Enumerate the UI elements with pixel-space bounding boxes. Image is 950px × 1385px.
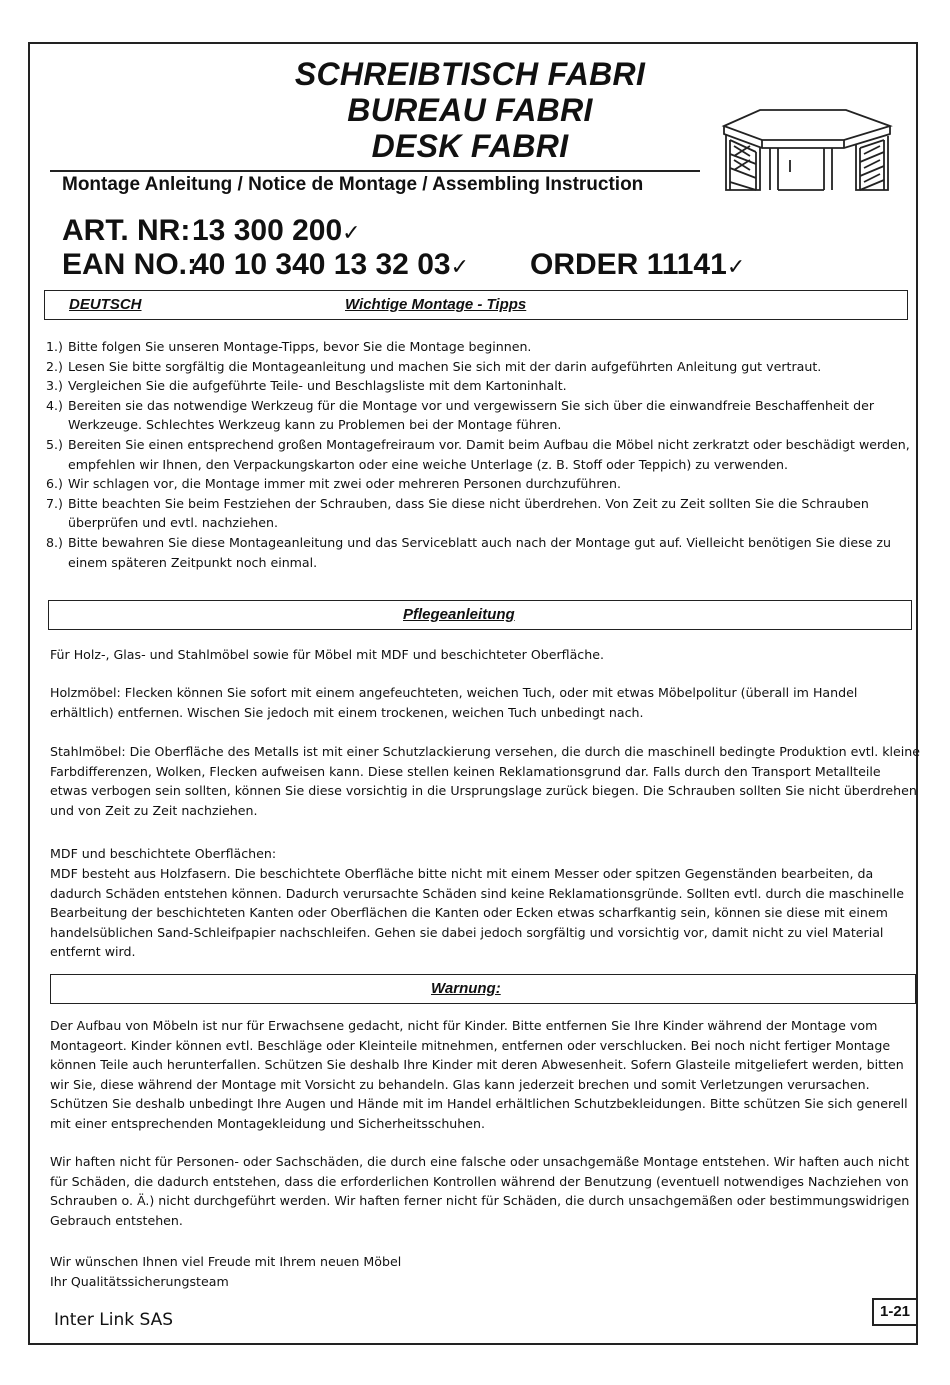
subtitle-assembly: Montage Anleitung / Notice de Montage / Assembling Instruction	[62, 174, 644, 195]
closing-line-1: Wir wünschen Ihnen viel Freude mit Ihrem neuen Möbel	[50, 1254, 402, 1269]
title-french: BUREAU FABRI	[347, 92, 593, 128]
order-number-value: 11141	[646, 248, 727, 281]
item-number: 7.)	[46, 495, 63, 511]
page-number: 1-21	[872, 1298, 918, 1326]
item-text: Bereiten sie das notwendige Werkzeug für die Montage vor und vergewissern Sie sich über die einwandfreie Beschaffenheit der Werkzeuge. Schlechtes Werkzeug kann zu Problemen bei der Montage führen.	[68, 397, 875, 433]
list-item	[46, 474, 916, 494]
ean-label: EAN NO.:	[62, 248, 197, 281]
care-steel: Stahlmöbel: Die Oberfläche des Metalls ist mit einer Schutzlackierung versehen, die durch die maschinell bedingte Produktion evtl. kleine Farbdifferenzen, Wolken, Flecken aufweisen kann. Diese stellen keinen Reklamationsgrund dar. Falls durch den Transport Metallteile etwas verbogen sein sollten, können Sie diese vorsichtig in die Ursprungslage zurück biegen. Die Schrauben sollten Sie nicht überdrehen und von Zeit zu Zeit nachziehen.	[50, 744, 920, 818]
title-german: SCHREIBTISCH FABRI	[294, 56, 646, 92]
tips-list	[46, 337, 916, 572]
ean-number	[192, 248, 469, 282]
item-text: Bereiten Sie einen entsprechend großen Montagefreiraum vor. Damit beim Aufbau die Möbel nicht zerkratzt oder beschädigt werden, empfehlen wir Ihnen, den Verpackungskarton oder eine weiche Unterlage (z. B. Stoff oder Teppich) zu verwenden.	[68, 436, 910, 472]
title-divider	[50, 170, 700, 172]
company-name: Inter Link SAS	[54, 1310, 174, 1330]
list-item	[46, 435, 916, 474]
section-header-tips	[44, 290, 908, 320]
section-title-care: Pflegeanleitung	[403, 606, 515, 623]
section-language: DEUTSCH	[69, 296, 142, 313]
item-text: Wir schlagen vor, die Montage immer mit zwei oder mehreren Personen durchzuführen.	[68, 476, 622, 492]
item-number: 2.)	[46, 358, 63, 374]
item-text: Bitte bewahren Sie diese Montageanleitung und das Serviceblatt auch nach der Montage gut auf. Vielleicht benötigen Sie diese zu einem späteren Zeitpunkt noch einmal.	[68, 534, 891, 570]
title-english: DESK FABRI	[371, 128, 569, 164]
art-number-value: 13 300 200	[192, 214, 343, 247]
item-number: 3.)	[46, 378, 63, 394]
item-text: Bitte folgen Sie unseren Montage-Tipps, bevor Sie die Montage beginnen.	[68, 339, 532, 354]
care-intro: Für Holz-, Glas- und Stahlmöbel sowie für Möbel mit MDF und beschichteter Oberfläche.	[50, 647, 604, 662]
liability-text: Wir haften nicht für Personen- oder Sachschäden, die durch eine falsche oder unsachgemäße Montage entstehen. Wir haften auch nicht für Schäden, die dadurch entstehen, dass die erforderlichen Kontrollen während der Benutzung (eventuell notwendiges Nachziehen von Schrauben o. Ä.) nicht durchgeführt werden. Wir haften ferner nicht für Schäden, die durch unsachgemäßen oder bestimmungswidrigen Gebrauch entstehen.	[50, 1154, 910, 1228]
care-wood: Holzmöbel: Flecken können Sie sofort mit einem angefeuchteten, weichen Tuch, oder mit etwas Möbelpolitur (überall im Handel erhältlich) entfernen. Wischen Sie jedoch mit einem trockenen, weichen Tuch unbedingt nach.	[50, 685, 858, 720]
list-item	[46, 533, 916, 572]
item-number: 6.)	[46, 476, 63, 492]
desk-illustration	[720, 104, 896, 196]
section-title-warning: Warnung:	[431, 980, 501, 997]
list-item	[46, 494, 916, 533]
art-label: ART. NR:	[62, 214, 191, 247]
care-mdf: MDF besteht aus Holzfasern. Die beschichtete Oberfläche bitte nicht mit einem Messer oder spitzen Gegenständen bearbeiten, da dadurch Schäden entstehen können. Dadurch verursachte Schäden sind keine Reklamationsgründe. Sollten evtl. durch die maschinelle Bearbeitung der beschichteten Kanten oder Oberflächen die Kanten oder Ecken etwas scharfkantig sein, können sie diese mit einem handelsüblichen Sand-Schleifpapier nachschleifen. Gehen sie dabei jedoch sorgfältig und vorsichtig vor, damit nicht zu viel Material entfernt wird.	[50, 866, 905, 960]
section-header-care	[48, 600, 912, 630]
item-number: 1.)	[46, 339, 63, 354]
list-item	[46, 357, 916, 377]
item-number: 5.)	[46, 436, 63, 452]
list-item	[46, 337, 916, 357]
section-title-tips: Wichtige Montage - Tipps	[345, 296, 527, 313]
item-text: Lesen Sie bitte sorgfältig die Montageanleitung und machen Sie sich mit der darin aufgeführten Anleitung gut vertraut.	[68, 358, 822, 374]
section-header-warning	[50, 974, 916, 1004]
checkmark-icon: ✓	[726, 255, 746, 280]
warning-text: Der Aufbau von Möbeln ist nur für Erwachsene gedacht, nicht für Kinder. Bitte entfernen Sie Ihre Kinder während der Montage vom Montageort. Kinder können evtl. Beschläge oder Kleinteile mitnehmen, entfernen oder verschlucken. Bei noch nicht fertiger Montage können Teile auch herunterfallen. Schützen Sie deshalb Ihre Kinder mit deren Abwesenheit. Sofern Glasteile mitgeliefert werden, bitten wir Sie, diese während der Montage mit Vorsicht zu behandeln. Glas kann jederzeit brechen und somit Verletzungen verursachen. Schützen Sie deshalb unbedingt Ihre Augen und Hände mit im Handel erhältlichen Schutzbekleidungen. Bitte schützen Sie sich generell mit einer entsprechenden Montagekleidung und Sicherheitsschuhen.	[50, 1018, 908, 1131]
order-number	[530, 248, 745, 282]
checkmark-icon: ✓	[450, 255, 470, 280]
care-mdf-title: MDF und beschichtete Oberflächen:	[50, 846, 277, 861]
item-text: Bitte beachten Sie beim Festziehen der Schrauben, dass Sie diese nicht überdrehen. Von Zeit zu Zeit sollten Sie die Schrauben überprüfen und evtl. nachziehen.	[68, 495, 869, 531]
item-number: 4.)	[46, 397, 63, 413]
order-label: ORDER	[530, 248, 639, 281]
ean-number-value: 40 10 340 13 32 03	[192, 248, 451, 281]
list-item	[46, 376, 916, 396]
closing-line-2: Ihr Qualitätssicherungsteam	[50, 1274, 229, 1289]
item-text: Vergleichen Sie die aufgeführte Teile- und Beschlagsliste mit dem Kartoninhalt.	[68, 378, 567, 394]
item-number: 8.)	[46, 534, 63, 550]
list-item	[46, 396, 916, 435]
checkmark-icon: ✓	[342, 221, 361, 246]
art-number	[192, 214, 361, 248]
